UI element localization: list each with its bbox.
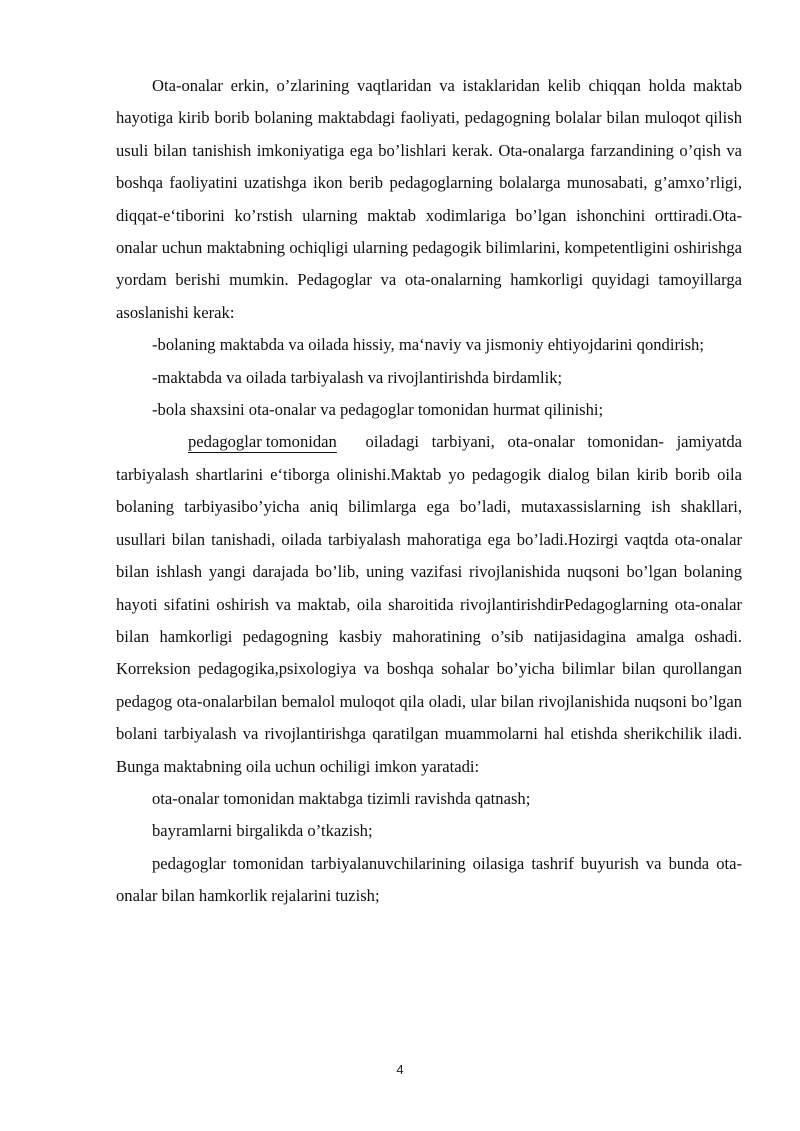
list-item: ota-onalar tomonidan maktabga tizimli ravishda qatnash;: [152, 788, 531, 808]
collaboration-text: oiladagi tarbiyani, ota-onalar tomonidan- jamiyatda tarbiyalash shartlarini e‘tiborga olinishi.Maktab yo pedagogik dialog bilan kirib borib oila bolaning tarbiyasibo’yicha aniq bilimlarga ega bo’ladi, mutaxassislarning ish shakllari, usullari bilan tanishadi, oilada tarbiyalash mahoratiga ega bo’ladi.Hozirgi vaqtda ota-onalar bilan ishlash yangi darajada bo’lib, uning vazifasi rivojlanishida nuqsoni bo’lgan bolaning hayoti sifatini oshirish va maktab, oila sharoitida rivojlantirishdirPedagoglarning ota-onalar bilan hamkorligi pedagogning kasbiy mahoratining o’sib natijasidagina amalga oshadi. Korreksion pedagogika,psixologiya va boshqa sohalar bo’yicha bilimlar bilan qurollangan pedagog ota-onalarbilan bemalol muloqot qila oladi, ular bilan rivojlanishida nuqsoni bo’lgan bolani tarbiyalash va rivojlantirishga qaratilgan muammolarni hal etishda sherikchilik iladi. Bunga maktabning oila uchun ochiligi imkon yaratadi:: [116, 432, 742, 776]
intro-paragraph: Ota-onalar erkin, o’zlarining vaqtlaridan va istaklaridan kelib chiqqan holda maktab hayotiga kirib borib bolaning maktabdagi faoliyati, pedagogning bolalar bilan muloqot qilish usuli bilan tanishish imkoniyatiga ega bo’lishlari kerak. Ota-onalarga farzandining o’qish va boshqa faoliyatini uzatishga ikon berib pedagoglarning bolalarga munosabati, g’amxo’rligi, diqqat-e‘tiborini ko’rstish ularning maktab xodimlariga bo’lgan ishonchini orttiradi.Ota-onalar uchun maktabning ochiqligi ularning pedagogik bilimlarini, kompetentligini oshirishga yordam berishi mumkin. Pedagoglar va ota-onalarning hamkorligi quyidagi tamoyillarga asoslanishi kerak:: [116, 76, 742, 322]
list-item: pedagoglar tomonidan tarbiyalanuvchilarining oilasiga tashrif buyurish va bunda ota-onalar bilan hamkorlik rejalarini tuzish;: [116, 853, 742, 906]
principle-unity: -maktabda va oilada tarbiyalash va rivojlantirishda birdamlik;: [152, 367, 563, 387]
underlined-lead: pedagoglar tomonidan: [188, 432, 337, 452]
principle-needs: -bolaning maktabda va oilada hissiy, ma‘naviy va jismoniy ehtiyojdarini qondirish;: [152, 335, 704, 355]
collaboration-paragraph: [116, 426, 742, 782]
principle-respect: -bola shaxsini ota-onalar va pedagoglar tomonidan hurmat qilinishi;: [152, 400, 604, 420]
list-item: bayramlarni birgalikda o’tkazish;: [152, 821, 373, 841]
document-body: [116, 70, 742, 913]
page-number: 4: [396, 1062, 404, 1077]
